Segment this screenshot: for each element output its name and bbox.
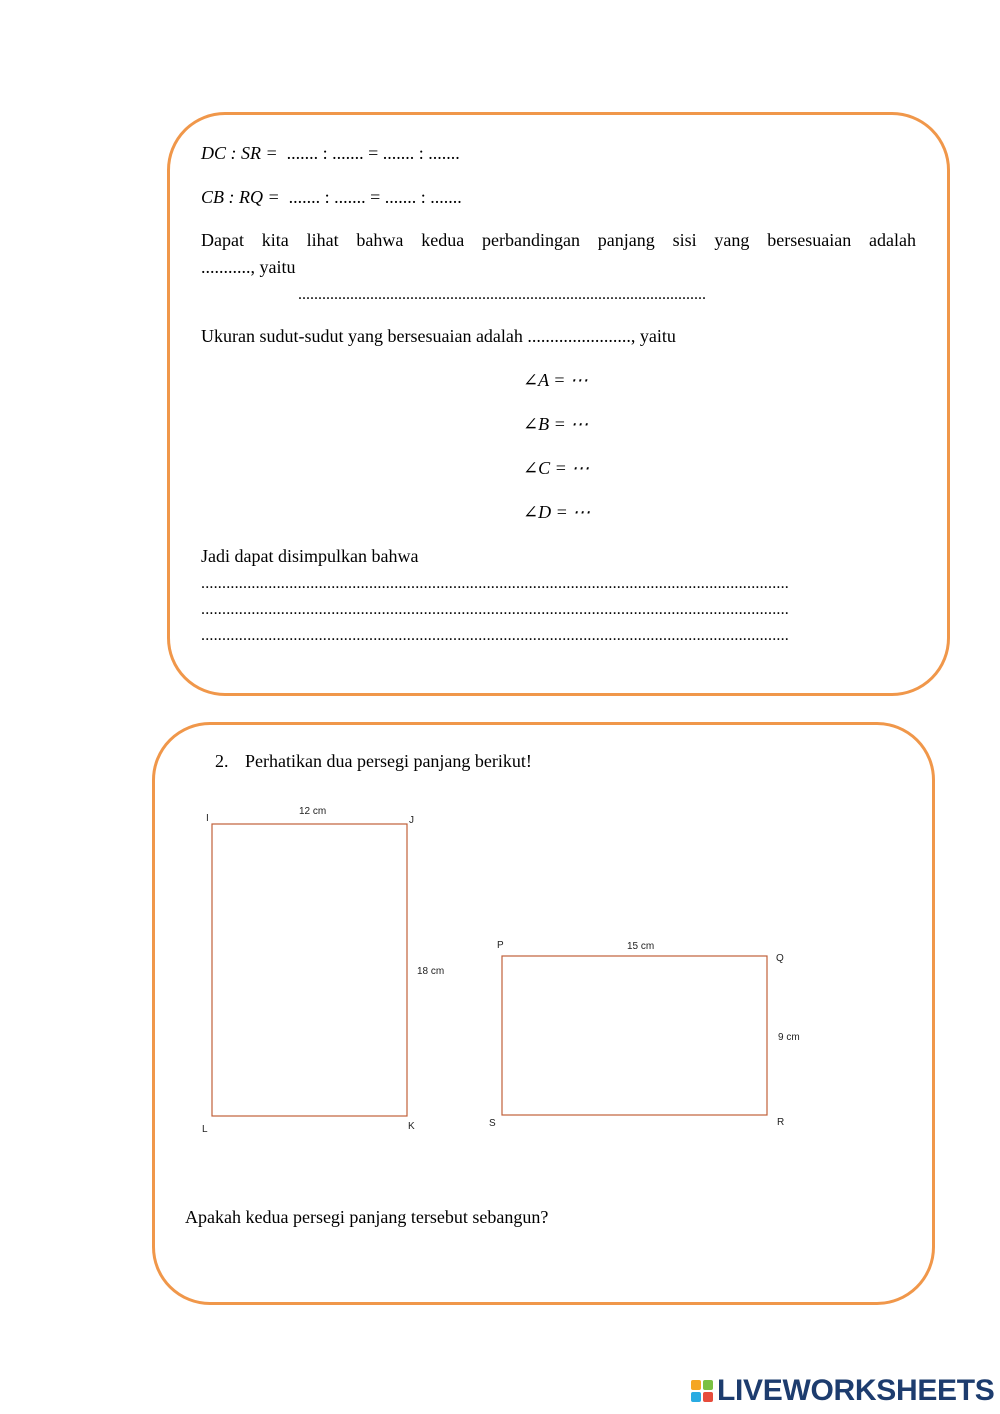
comparison-paragraph-line2[interactable]: ..........., yaitu bbox=[201, 257, 296, 277]
logo-tile-1 bbox=[691, 1380, 701, 1390]
logo-tile-4 bbox=[703, 1392, 713, 1402]
question-2-number: 2. bbox=[215, 751, 229, 771]
comparison-paragraph-line1: Dapat kita lihat bahwa kedua perbandingan panjang sisi yang bersesuaian adalah bbox=[201, 230, 916, 250]
corner-i-label: I bbox=[206, 813, 209, 824]
liveworksheets-logo[interactable] bbox=[691, 1374, 995, 1408]
rect-pqrs-height-label: 9 cm bbox=[778, 1032, 800, 1043]
corner-l-label: L bbox=[202, 1124, 208, 1135]
corner-j-label: J bbox=[409, 815, 414, 826]
corner-q-label: Q bbox=[776, 953, 784, 964]
conclusion-line-2[interactable]: ............................................................................................................................................ bbox=[201, 601, 789, 618]
question-2-text: Perhatikan dua persegi panjang berikut! bbox=[245, 751, 532, 771]
ratio-dc-sr-blanks[interactable]: ....... : ....... = ....... : ....... bbox=[286, 143, 460, 163]
rectangle-pqrs bbox=[502, 956, 767, 1115]
logo-tile-2 bbox=[703, 1380, 713, 1390]
liveworksheets-brand: LIVEWORKSHEETS bbox=[717, 1374, 995, 1407]
conclusion-line-1[interactable]: ............................................................................................................................................ bbox=[201, 575, 789, 592]
ratio-cb-rq-blanks[interactable]: ....... : ....... = ....... : ....... bbox=[288, 187, 462, 207]
rectangle-ijkl bbox=[212, 824, 407, 1116]
angle-b[interactable]: ∠B = ⋯ bbox=[523, 414, 589, 434]
rect-ijkl-height-label: 18 cm bbox=[417, 966, 445, 977]
angle-c[interactable]: ∠C = ⋯ bbox=[523, 458, 590, 478]
similarity-question: Apakah kedua persegi panjang tersebut sebangun? bbox=[185, 1207, 549, 1227]
rect-pqrs-width-label: 15 cm bbox=[627, 941, 655, 952]
conclusion-line-3[interactable]: ............................................................................................................................................ bbox=[201, 627, 789, 644]
conclusion-intro: Jadi dapat disimpulkan bahwa bbox=[201, 546, 419, 566]
ratio-cb-rq-left: CB : RQ = bbox=[201, 187, 280, 207]
corner-k-label: K bbox=[408, 1121, 415, 1132]
corner-r-label: R bbox=[777, 1117, 785, 1128]
rect-ijkl-width-label: 12 cm bbox=[299, 806, 327, 817]
liveworksheets-icon bbox=[691, 1380, 713, 1402]
comparison-answer-dots[interactable]: ...................................................................................................... bbox=[298, 286, 706, 303]
angle-a[interactable]: ∠A = ⋯ bbox=[523, 370, 588, 390]
ratio-dc-sr-left: DC : SR = bbox=[201, 143, 278, 163]
logo-tile-3 bbox=[691, 1392, 701, 1402]
angle-d[interactable]: ∠D = ⋯ bbox=[523, 502, 591, 522]
corner-p-label: P bbox=[497, 940, 504, 951]
angles-intro: Ukuran sudut-sudut yang bersesuaian adalah ......................., yaitu bbox=[201, 326, 676, 346]
corner-s-label: S bbox=[489, 1118, 496, 1129]
